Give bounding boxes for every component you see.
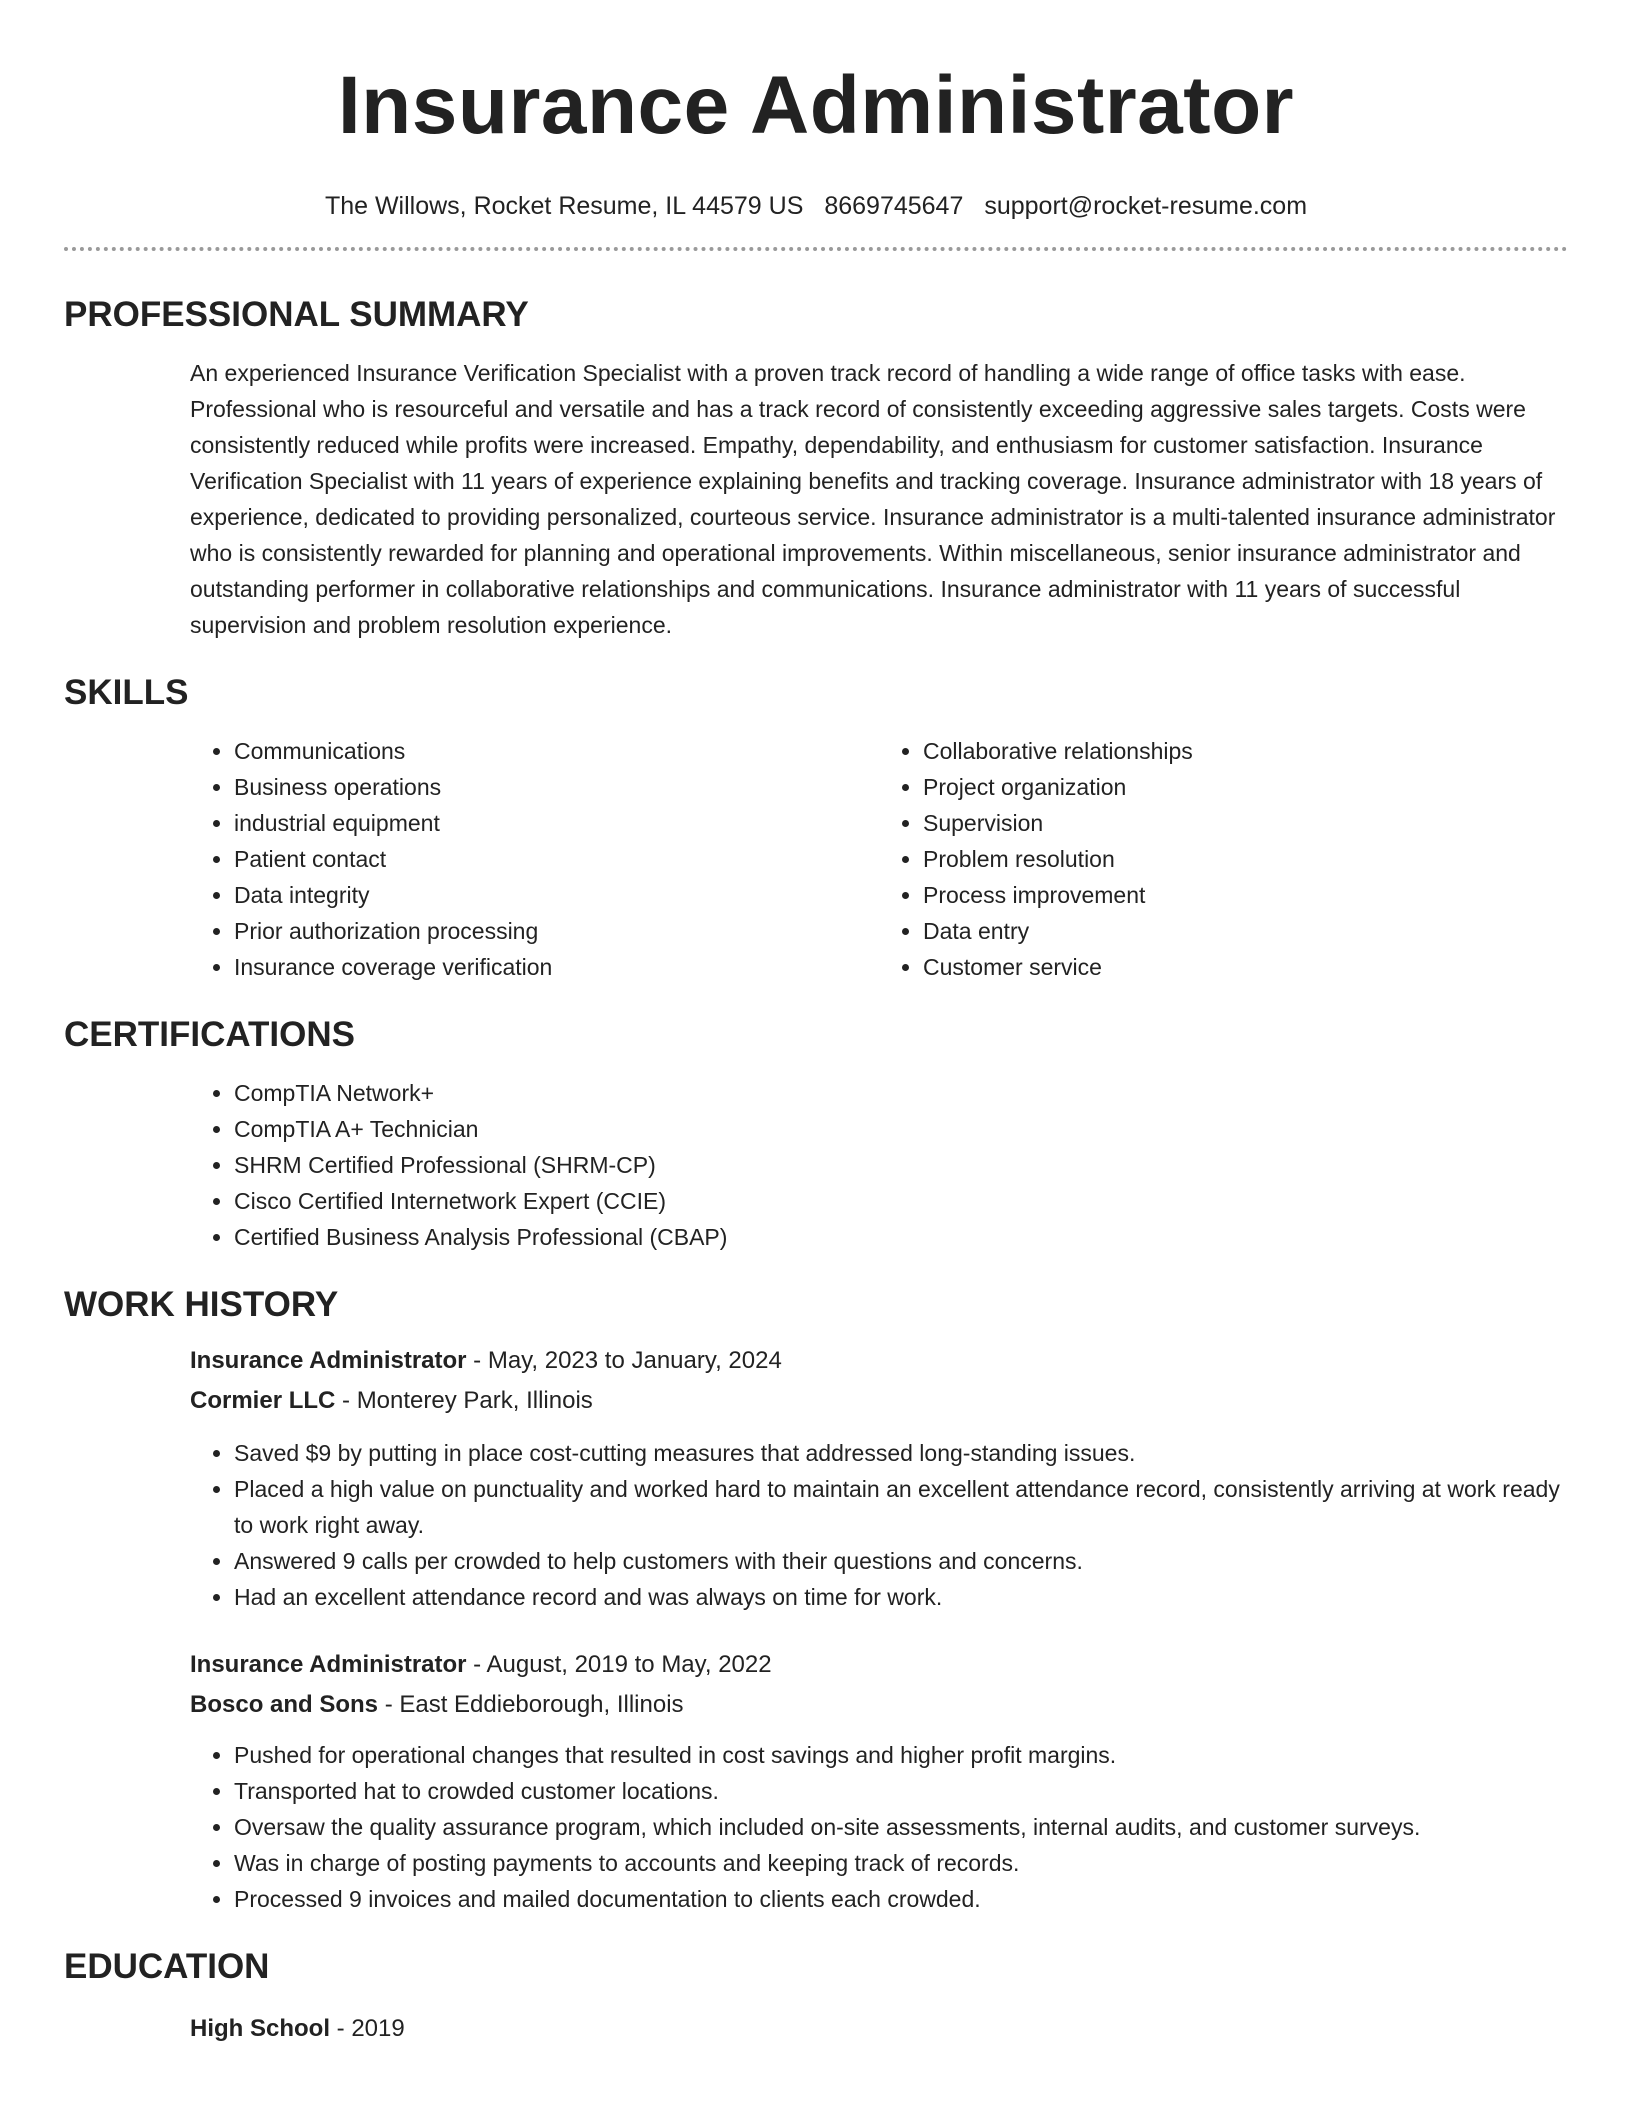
job-location: - East Eddieborough, Illinois: [378, 1691, 684, 1718]
job-dates: - May, 2023 to January, 2024: [466, 1347, 782, 1374]
skill-item: • Customer service: [923, 949, 1568, 985]
skill-item: • Insurance coverage verification: [234, 949, 879, 985]
resume-name: Insurance Administrator: [337, 60, 1295, 151]
certifications-heading: CERTIFICATIONS: [64, 1015, 356, 1054]
work-history-section: [190, 1341, 1568, 1917]
job-bullet: • Saved $9 by putting in place cost-cutting measures that addressed long-standing issues.: [234, 1435, 1568, 1471]
skills-column-left: [190, 733, 879, 985]
skill-item: • Collaborative relationships: [923, 733, 1568, 769]
job-bullet: • Placed a high value on punctuality and worked hard to maintain an excellent attendance record, consistently arriving at work ready to work right away.: [234, 1471, 1568, 1543]
job-role: Insurance Administrator: [190, 1651, 467, 1678]
skills-column-right: [879, 733, 1568, 985]
job-role: Insurance Administrator: [190, 1347, 467, 1374]
contact-email: support@rocket-resume.com: [984, 192, 1308, 220]
education-entry: [190, 2009, 1568, 2049]
job-entry: [190, 1645, 1568, 1917]
certification-item: • Certified Business Analysis Professional (CBAP): [234, 1219, 1568, 1255]
job-bullet: • Oversaw the quality assurance program, which included on-site assessments, internal audits, and customer surveys.: [234, 1809, 1568, 1845]
contact-address: The Willows, Rocket Resume, IL 44579 US: [324, 192, 804, 220]
job-bullet: • Had an excellent attendance record and was always on time for work.: [234, 1579, 1568, 1615]
job-company: Bosco and Sons: [190, 1691, 379, 1718]
skill-item: • Project organization: [923, 769, 1568, 805]
job-bullet: • Pushed for operational changes that resulted in cost savings and higher profit margins.: [234, 1737, 1568, 1773]
job-bullets: [190, 1737, 1568, 1917]
job-location: - Monterey Park, Illinois: [335, 1387, 593, 1414]
summary-text: An experienced Insurance Verification Specialist with a proven track record of handling a wide range of office tasks with ease. Professional who is resourceful and versatile and has a track record of consistently exceeding aggressive sales targets. Costs were consistently reduced while profits were increased. Empathy, dependability, and enthusiasm for customer satisfaction. Insurance Verification Specialist with 11 years of experience explaining benefits and tracking coverage. Insurance administrator with 18 years of experience, dedicated to providing personalized, courteous service. Insurance administrator is a multi-talented insurance administrator who is consistently rewarded for planning and operational improvements. Within miscellaneous, senior insurance administrator and outstanding performer in collaborative relationships and communications. Insurance administrator with 11 years of successful supervision and problem resolution experience.: [190, 360, 1556, 638]
skill-item: • Supervision: [923, 805, 1568, 841]
skill-item: • Process improvement: [923, 877, 1568, 913]
job-bullets: [190, 1435, 1568, 1615]
education-year: - 2019: [330, 2015, 405, 2042]
job-company: Cormier LLC: [190, 1387, 336, 1414]
job-company-line: [190, 1685, 1568, 1725]
summary-section: [190, 355, 1568, 643]
certification-item: • Cisco Certified Internetwork Expert (CCIE): [234, 1183, 1568, 1219]
skill-item: • Data entry: [923, 913, 1568, 949]
education-school: High School: [190, 2015, 330, 2042]
skills-list: [190, 733, 1568, 985]
job-bullet: • Processed 9 invoices and mailed documentation to clients each crowded.: [234, 1881, 1568, 1917]
certification-item: • SHRM Certified Professional (SHRM-CP): [234, 1147, 1568, 1183]
work-history-heading: WORK HISTORY: [64, 1285, 339, 1324]
job-title-line: [190, 1645, 1568, 1685]
certifications-list: [190, 1075, 1568, 1255]
skill-item: • Prior authorization processing: [234, 913, 879, 949]
skill-item: • Patient contact: [234, 841, 879, 877]
contact-line: [64, 191, 1568, 221]
summary-heading: PROFESSIONAL SUMMARY: [64, 295, 529, 334]
education-section: [190, 2009, 1568, 2049]
contact-phone: 8669745647: [824, 192, 964, 220]
job-bullet: • Answered 9 calls per crowded to help customers with their questions and concerns.: [234, 1543, 1568, 1579]
skill-item: • Communications: [234, 733, 879, 769]
job-dates: - August, 2019 to May, 2022: [466, 1651, 772, 1678]
job-bullet: • Was in charge of posting payments to accounts and keeping track of records.: [234, 1845, 1568, 1881]
skill-item: • industrial equipment: [234, 805, 879, 841]
job-entry: [190, 1341, 1568, 1615]
job-bullet: • Transported hat to crowded customer locations.: [234, 1773, 1568, 1809]
certifications-section: [190, 1075, 1568, 1255]
education-heading: EDUCATION: [64, 1947, 270, 1986]
job-title-line: [190, 1341, 1568, 1381]
skills-heading: SKILLS: [64, 673, 189, 712]
job-company-line: [190, 1381, 1568, 1421]
certification-item: • CompTIA A+ Technician: [234, 1111, 1568, 1147]
skill-item: • Business operations: [234, 769, 879, 805]
header-divider: [64, 247, 1568, 251]
skill-item: • Data integrity: [234, 877, 879, 913]
skill-item: • Problem resolution: [923, 841, 1568, 877]
certification-item: • CompTIA Network+: [234, 1075, 1568, 1111]
